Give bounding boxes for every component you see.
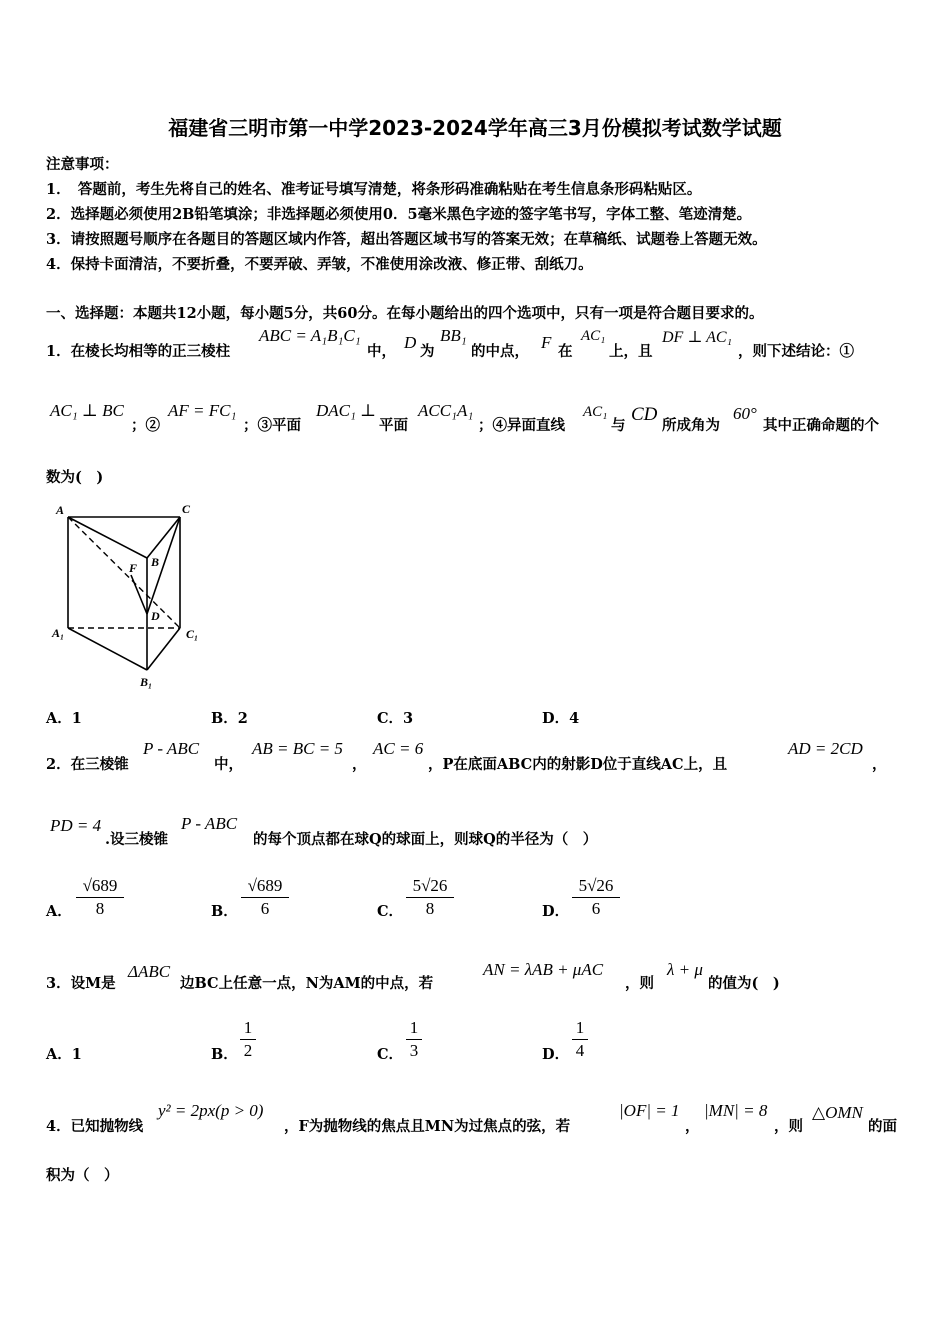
q1-text: ，则下述结论：①	[738, 343, 854, 360]
label-F: F	[129, 561, 138, 575]
q1-math: CD	[631, 404, 658, 425]
q1-text: 所成角为	[662, 417, 720, 434]
q1-text: ；③平面	[243, 417, 301, 434]
q2-math: PD = 4	[50, 816, 102, 835]
q1-math: ABC = A₁B₁C₁	[259, 326, 361, 345]
q2-math: AD = 2CD	[788, 739, 863, 758]
q4-text: ，	[685, 1118, 700, 1135]
q1-text: ；④异面直线	[478, 417, 565, 434]
q3-option-label: C．	[377, 1046, 404, 1063]
q2-text: 中，	[214, 756, 243, 773]
q3-math: AN = λAB + μAC	[483, 960, 604, 979]
q3-text: ，则	[625, 975, 654, 992]
q1-math: AC₁ ⊥ BC	[50, 401, 124, 420]
label-B1: B₁	[140, 675, 153, 689]
q4-text: ，F为抛物线的焦点且MN为过焦点的弦，若	[284, 1118, 571, 1135]
q4-text: 积为（ ）	[46, 1167, 119, 1184]
q2-math: P - ABC	[143, 739, 200, 758]
edge-AB	[68, 517, 147, 558]
q2-math: AB = BC = 5	[252, 739, 343, 758]
q2-text: ，	[352, 756, 367, 773]
q3-option-label: B．	[211, 1046, 238, 1063]
q4-text: 4．已知抛物线	[46, 1118, 144, 1135]
label-C: C	[182, 502, 191, 516]
edge-A1B1	[68, 628, 147, 670]
edge-C1B1	[147, 628, 180, 670]
q2-option-label: A．	[46, 903, 72, 920]
q3-option-c-fraction: 1 3	[406, 1018, 422, 1061]
q3-math: ΔABC	[128, 962, 171, 981]
section-heading: 一、选择题：本题共12小题，每小题5分，共60分。在每小题给出的四个选项中，只有一项是符合题目要求的。	[46, 305, 764, 322]
q2-text: ，P在底面ABC内的射影D位于直线AC上，且	[428, 756, 728, 773]
notice-heading: 注意事项：	[46, 156, 119, 173]
q1-text: ；②	[131, 417, 160, 434]
q2-math: AC = 6	[373, 739, 424, 758]
notice-item: 4．保持卡面清洁，不要折叠，不要弄破、弄皱，不准使用涂改液、修正带、刮纸刀。	[46, 256, 593, 273]
q2-math: P - ABC	[181, 814, 238, 833]
q2-option-a-fraction: √689 8	[76, 876, 124, 919]
notice-item: 2．选择题必须使用2B铅笔填涂；非选择题必须使用0．5毫米黑色字迹的签字笔书写，字体工整、笔迹清楚。	[46, 206, 752, 223]
q3-text: 3．设M是	[46, 975, 116, 992]
label-C1: C₁	[186, 627, 199, 641]
q3-option-d-fraction: 1 4	[572, 1018, 588, 1061]
q4-math: |MN| = 8	[704, 1101, 768, 1120]
notice-item: 3．请按照题号顺序在各题目的答题区域内作答，超出答题区域书写的答案无效；在草稿纸、试题卷上答题无效。	[46, 231, 767, 248]
q2-text: ，	[872, 756, 887, 773]
q4-math: y² = 2px(p > 0)	[158, 1101, 264, 1120]
q4-math: |OF| = 1	[619, 1101, 680, 1120]
q1-option: C．3	[377, 710, 414, 727]
prism-figure	[46, 500, 216, 695]
q2-option-label: C．	[377, 903, 404, 920]
q2-text: 2．在三棱锥	[46, 756, 129, 773]
q1-math: ACC₁A₁	[418, 401, 474, 420]
q4-text: 的面	[868, 1118, 897, 1135]
q2-option-c-fraction: 5√26 8	[406, 876, 454, 919]
q1-text: 的中点，	[471, 343, 529, 360]
q2-option-label: B．	[211, 903, 238, 920]
q1-math: DAC₁ ⊥	[316, 401, 377, 420]
q4-text: ，则	[774, 1118, 803, 1135]
label-A: A	[56, 503, 65, 517]
edge-BC	[147, 517, 180, 558]
q3-option-b-fraction: 1 2	[240, 1018, 256, 1061]
q1-text: 为	[420, 343, 435, 360]
q1-text: 上，且	[609, 343, 653, 360]
q1-math: AF = FC₁	[168, 401, 237, 420]
edge-AC1	[68, 517, 180, 628]
q1-option: D．4	[542, 710, 580, 727]
q1-math: AC₁	[581, 328, 606, 344]
q1-text: 中，	[367, 343, 396, 360]
label-D: D	[151, 609, 160, 623]
q1-math: F	[541, 333, 552, 352]
q2-text: 的每个顶点都在球Q的球面上，则球Q的半径为（ ）	[253, 831, 598, 848]
q1-math: D	[404, 333, 417, 352]
q1-math: AC₁	[583, 404, 608, 420]
q3-option-label: D．	[542, 1046, 570, 1063]
q1-math: BB₁	[440, 326, 467, 345]
q1-option: B．2	[211, 710, 248, 727]
q2-option-label: D．	[542, 903, 570, 920]
q1-math: DF ⊥ AC₁	[662, 329, 733, 346]
q1-text: 平面	[379, 417, 408, 434]
label-B: B	[151, 555, 160, 569]
q1-text: 在	[558, 343, 573, 360]
q2-text: .设三棱锥	[105, 831, 169, 848]
q3-text: 的值为( )	[708, 975, 780, 992]
q3-option-label: A．1	[46, 1046, 82, 1063]
q1-option: A．1	[46, 710, 82, 727]
q4-math: △OMN	[812, 1103, 863, 1122]
q2-option-b-fraction: √689 6	[241, 876, 289, 919]
q1-text: 与	[611, 417, 626, 434]
q3-math: λ + μ	[667, 960, 703, 979]
q1-text: 数为( )	[46, 469, 104, 486]
q2-option-d-fraction: 5√26 6	[572, 876, 620, 919]
notice-item: 1． 答题前，考生先将自己的姓名、准考证号填写清楚，将条形码准确粘贴在考生信息条形码粘贴区。	[46, 181, 702, 198]
q1-text: 其中正确命题的个	[763, 417, 879, 434]
q1-text: 1．在棱长均相等的正三棱柱	[46, 343, 231, 360]
q1-math: 60°	[733, 404, 757, 423]
q3-text: 边BC上任意一点，N为AM的中点，若	[180, 975, 434, 992]
page-title: 福建省三明市第一中学2023-2024学年高三3月份模拟考试数学试题	[168, 116, 782, 140]
label-A1: A₁	[52, 626, 65, 640]
